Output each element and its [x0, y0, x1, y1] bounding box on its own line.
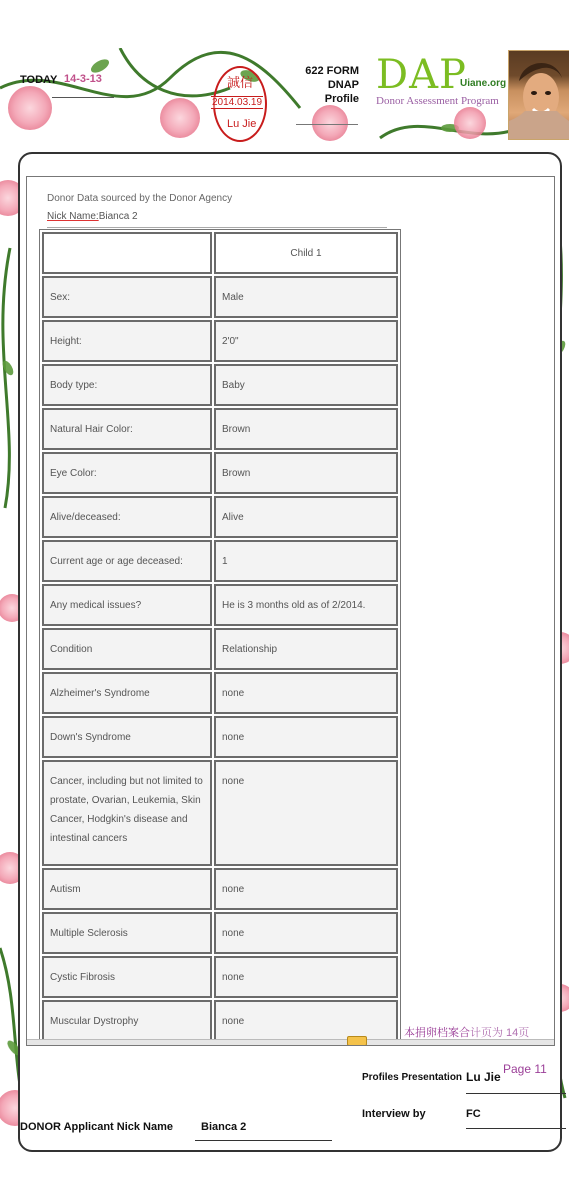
row-label: Any medical issues? — [42, 584, 212, 626]
stamp-text-bottom: Lu Jie — [227, 118, 257, 130]
donor-nick-label: DONOR Applicant Nick Name — [20, 1121, 174, 1133]
row-label: Eye Color: — [42, 452, 212, 494]
page-count-note — [404, 1024, 529, 1040]
row-value: none — [214, 672, 398, 714]
row-label: Down's Syndrome — [42, 716, 212, 758]
table-row — [42, 408, 398, 450]
form-title-line1: 622 FORM — [305, 65, 359, 77]
row-label: Alive/deceased: — [42, 496, 212, 538]
footer-rule-3 — [195, 1140, 332, 1141]
form-title-line2: DNAP Profile — [324, 79, 359, 105]
profiles-presentation-label: Profiles Presentation — [362, 1072, 463, 1083]
dap-subtitle: Donor Assessment Program — [376, 95, 499, 107]
row-label: Height: — [42, 320, 212, 362]
header-cell-empty — [42, 232, 212, 274]
form-title-underline — [296, 124, 358, 125]
source-rule — [47, 227, 387, 228]
document-content — [26, 176, 555, 1046]
table-row — [42, 672, 398, 714]
table-header-row — [42, 232, 398, 274]
dap-site: Uiane.org — [460, 78, 507, 89]
table-row — [42, 276, 398, 318]
stamp-date: 2014.03.19 — [212, 97, 263, 108]
row-value: none — [214, 956, 398, 998]
donor-nick-value: Bianca 2 — [201, 1121, 247, 1133]
page-count-tail: 计页为 14页 — [470, 1027, 530, 1039]
row-label: Natural Hair Color: — [42, 408, 212, 450]
table-row — [42, 584, 398, 626]
row-label: Condition — [42, 628, 212, 670]
nick-name-label: Nick Name: — [47, 211, 99, 222]
donor-photo — [508, 50, 569, 140]
table-row — [42, 912, 398, 954]
table-row — [42, 320, 398, 362]
table-row — [42, 540, 398, 582]
table-row — [42, 760, 398, 866]
red-seal-stamp — [213, 66, 267, 142]
page-number: Page 11 — [503, 1062, 547, 1076]
row-label: Multiple Sclerosis — [42, 912, 212, 954]
row-value: none — [214, 716, 398, 758]
row-value: Relationship — [214, 628, 398, 670]
today-label: TODAY — [20, 74, 58, 86]
table-row — [42, 496, 398, 538]
profiles-presentation-value: Lu Jie — [466, 1070, 501, 1084]
nick-name-value: Bianca 2 — [98, 211, 138, 222]
row-value: Brown — [214, 452, 398, 494]
row-value: none — [214, 1000, 398, 1042]
row-value: Male — [214, 276, 398, 318]
form-title — [305, 64, 359, 106]
row-label: Muscular Dystrophy — [42, 1000, 212, 1042]
stamp-text-top: 誠信 — [227, 76, 254, 91]
interview-by-value: FC — [466, 1108, 481, 1120]
row-label: Current age or age deceased: — [42, 540, 212, 582]
donor-data-table — [39, 229, 401, 1045]
today-value: 14-3-13 — [64, 73, 102, 85]
row-label: Body type: — [42, 364, 212, 406]
table-row — [42, 716, 398, 758]
source-line: Donor Data sourced by the Donor Agency — [47, 193, 233, 204]
row-value: 2'0" — [214, 320, 398, 362]
horizontal-scrollbar[interactable] — [27, 1039, 554, 1046]
row-value: none — [214, 868, 398, 910]
row-value: none — [214, 760, 398, 866]
row-label: Cancer, including but not limited to prostate, Ovarian, Leukemia, Skin Cancer, Hodgkin's disease and intestinal cancers — [42, 760, 212, 866]
table-row — [42, 364, 398, 406]
table-row — [42, 868, 398, 910]
row-value: 1 — [214, 540, 398, 582]
row-value: none — [214, 912, 398, 954]
row-value: Baby — [214, 364, 398, 406]
row-label: Cystic Fibrosis — [42, 956, 212, 998]
page-count-main: 本捐卵档案合 — [404, 1027, 470, 1039]
row-label: Sex: — [42, 276, 212, 318]
header-cell-child: Child 1 — [214, 232, 398, 274]
row-value: Brown — [214, 408, 398, 450]
footer-rule-1 — [466, 1093, 566, 1094]
row-value: Alive — [214, 496, 398, 538]
scroll-thumb[interactable] — [347, 1036, 367, 1046]
row-value: He is 3 months old as of 2/2014. — [214, 584, 398, 626]
dap-logo: DAP — [376, 52, 467, 98]
nick-name — [47, 211, 138, 222]
footer-rule-2 — [466, 1128, 566, 1129]
row-label: Autism — [42, 868, 212, 910]
table-row — [42, 452, 398, 494]
table-row — [42, 956, 398, 998]
row-label: Alzheimer's Syndrome — [42, 672, 212, 714]
interview-by-label: Interview by — [362, 1108, 426, 1120]
today-underline — [52, 97, 114, 98]
table-row — [42, 628, 398, 670]
table-row — [42, 1000, 398, 1042]
